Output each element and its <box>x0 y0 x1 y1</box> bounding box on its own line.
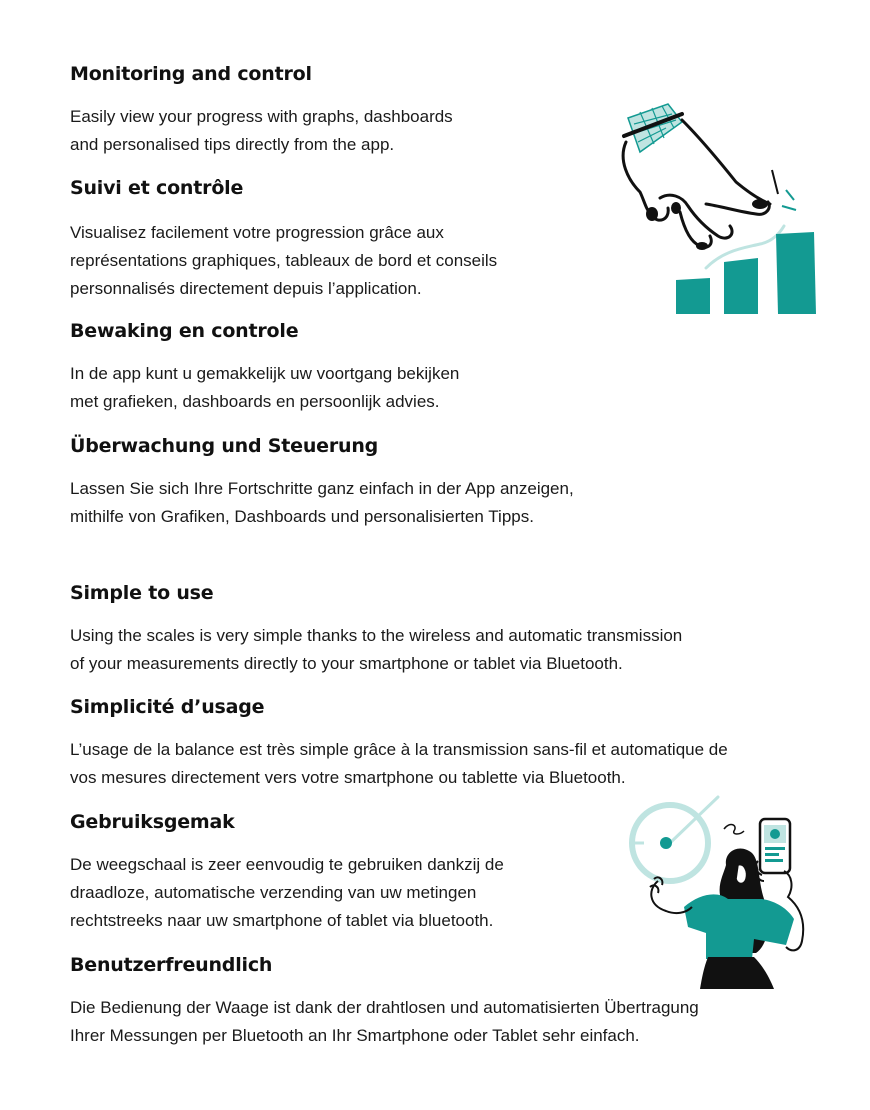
body-simple-nl: De weegschaal is zeer eenvoudig te gebruiken dankzij de draadloze, automatische verzending van uw metingen rechtstreeks naar uw smartphone of tablet via bluetooth. <box>70 855 504 930</box>
heading-simple-en: Simple to use <box>70 582 214 604</box>
body-monitoring-en: Easily view your progress with graphs, dashboards and personalised tips directly from the app. <box>70 107 453 154</box>
section-simple-nl <box>70 810 504 935</box>
section-simple-fr <box>70 695 728 792</box>
heading-monitoring-en: Monitoring and control <box>70 63 312 85</box>
heading-simple-nl: Gebruiksgemak <box>70 811 235 833</box>
section-monitoring-en <box>70 62 453 159</box>
heading-monitoring-fr: Suivi et contrôle <box>70 177 244 199</box>
section-simple-de <box>70 953 699 1050</box>
body-simple-de: Die Bedienung der Waage ist dank der drahtlosen und automatisierten Übertragung Ihrer Messungen per Bluetooth an Ihr Smartphone oder Tablet sehr einfach. <box>70 998 699 1045</box>
section-monitoring-de <box>70 434 574 531</box>
section-monitoring-nl <box>70 319 459 416</box>
body-monitoring-nl: In de app kunt u gemakkelijk uw voortgang bekijken met grafieken, dashboards en persoonlijk advies. <box>70 364 460 411</box>
body-monitoring-de: Lassen Sie sich Ihre Fortschritte ganz einfach in der App anzeigen, mithilfe von Grafiken, Dashboards und personalisierten Tipps. <box>70 479 574 526</box>
woman-holding-smartphone-icon <box>624 795 820 990</box>
heading-simple-fr: Simplicité d’usage <box>70 696 265 718</box>
heading-monitoring-de: Überwachung und Steuerung <box>70 435 379 457</box>
body-monitoring-fr: Visualisez facilement votre progression grâce aux représentations graphiques, tableaux de bord et conseils personnalisés directement depuis l’application. <box>70 223 498 298</box>
body-simple-en: Using the scales is very simple thanks to the wireless and automatic transmission of your measurements directly to your smartphone or tablet via Bluetooth. <box>70 626 683 673</box>
section-simple-en <box>70 581 682 678</box>
section-monitoring-fr <box>70 176 497 303</box>
heading-monitoring-nl: Bewaking en controle <box>70 320 299 342</box>
heading-simple-de: Benutzerfreundlich <box>70 954 273 976</box>
hand-pointing-bar-chart-icon <box>610 100 820 320</box>
body-simple-fr: L’usage de la balance est très simple grâce à la transmission sans-fil et automatique de vos mesures directement vers votre smartphone ou tablette via Bluetooth. <box>70 740 728 787</box>
